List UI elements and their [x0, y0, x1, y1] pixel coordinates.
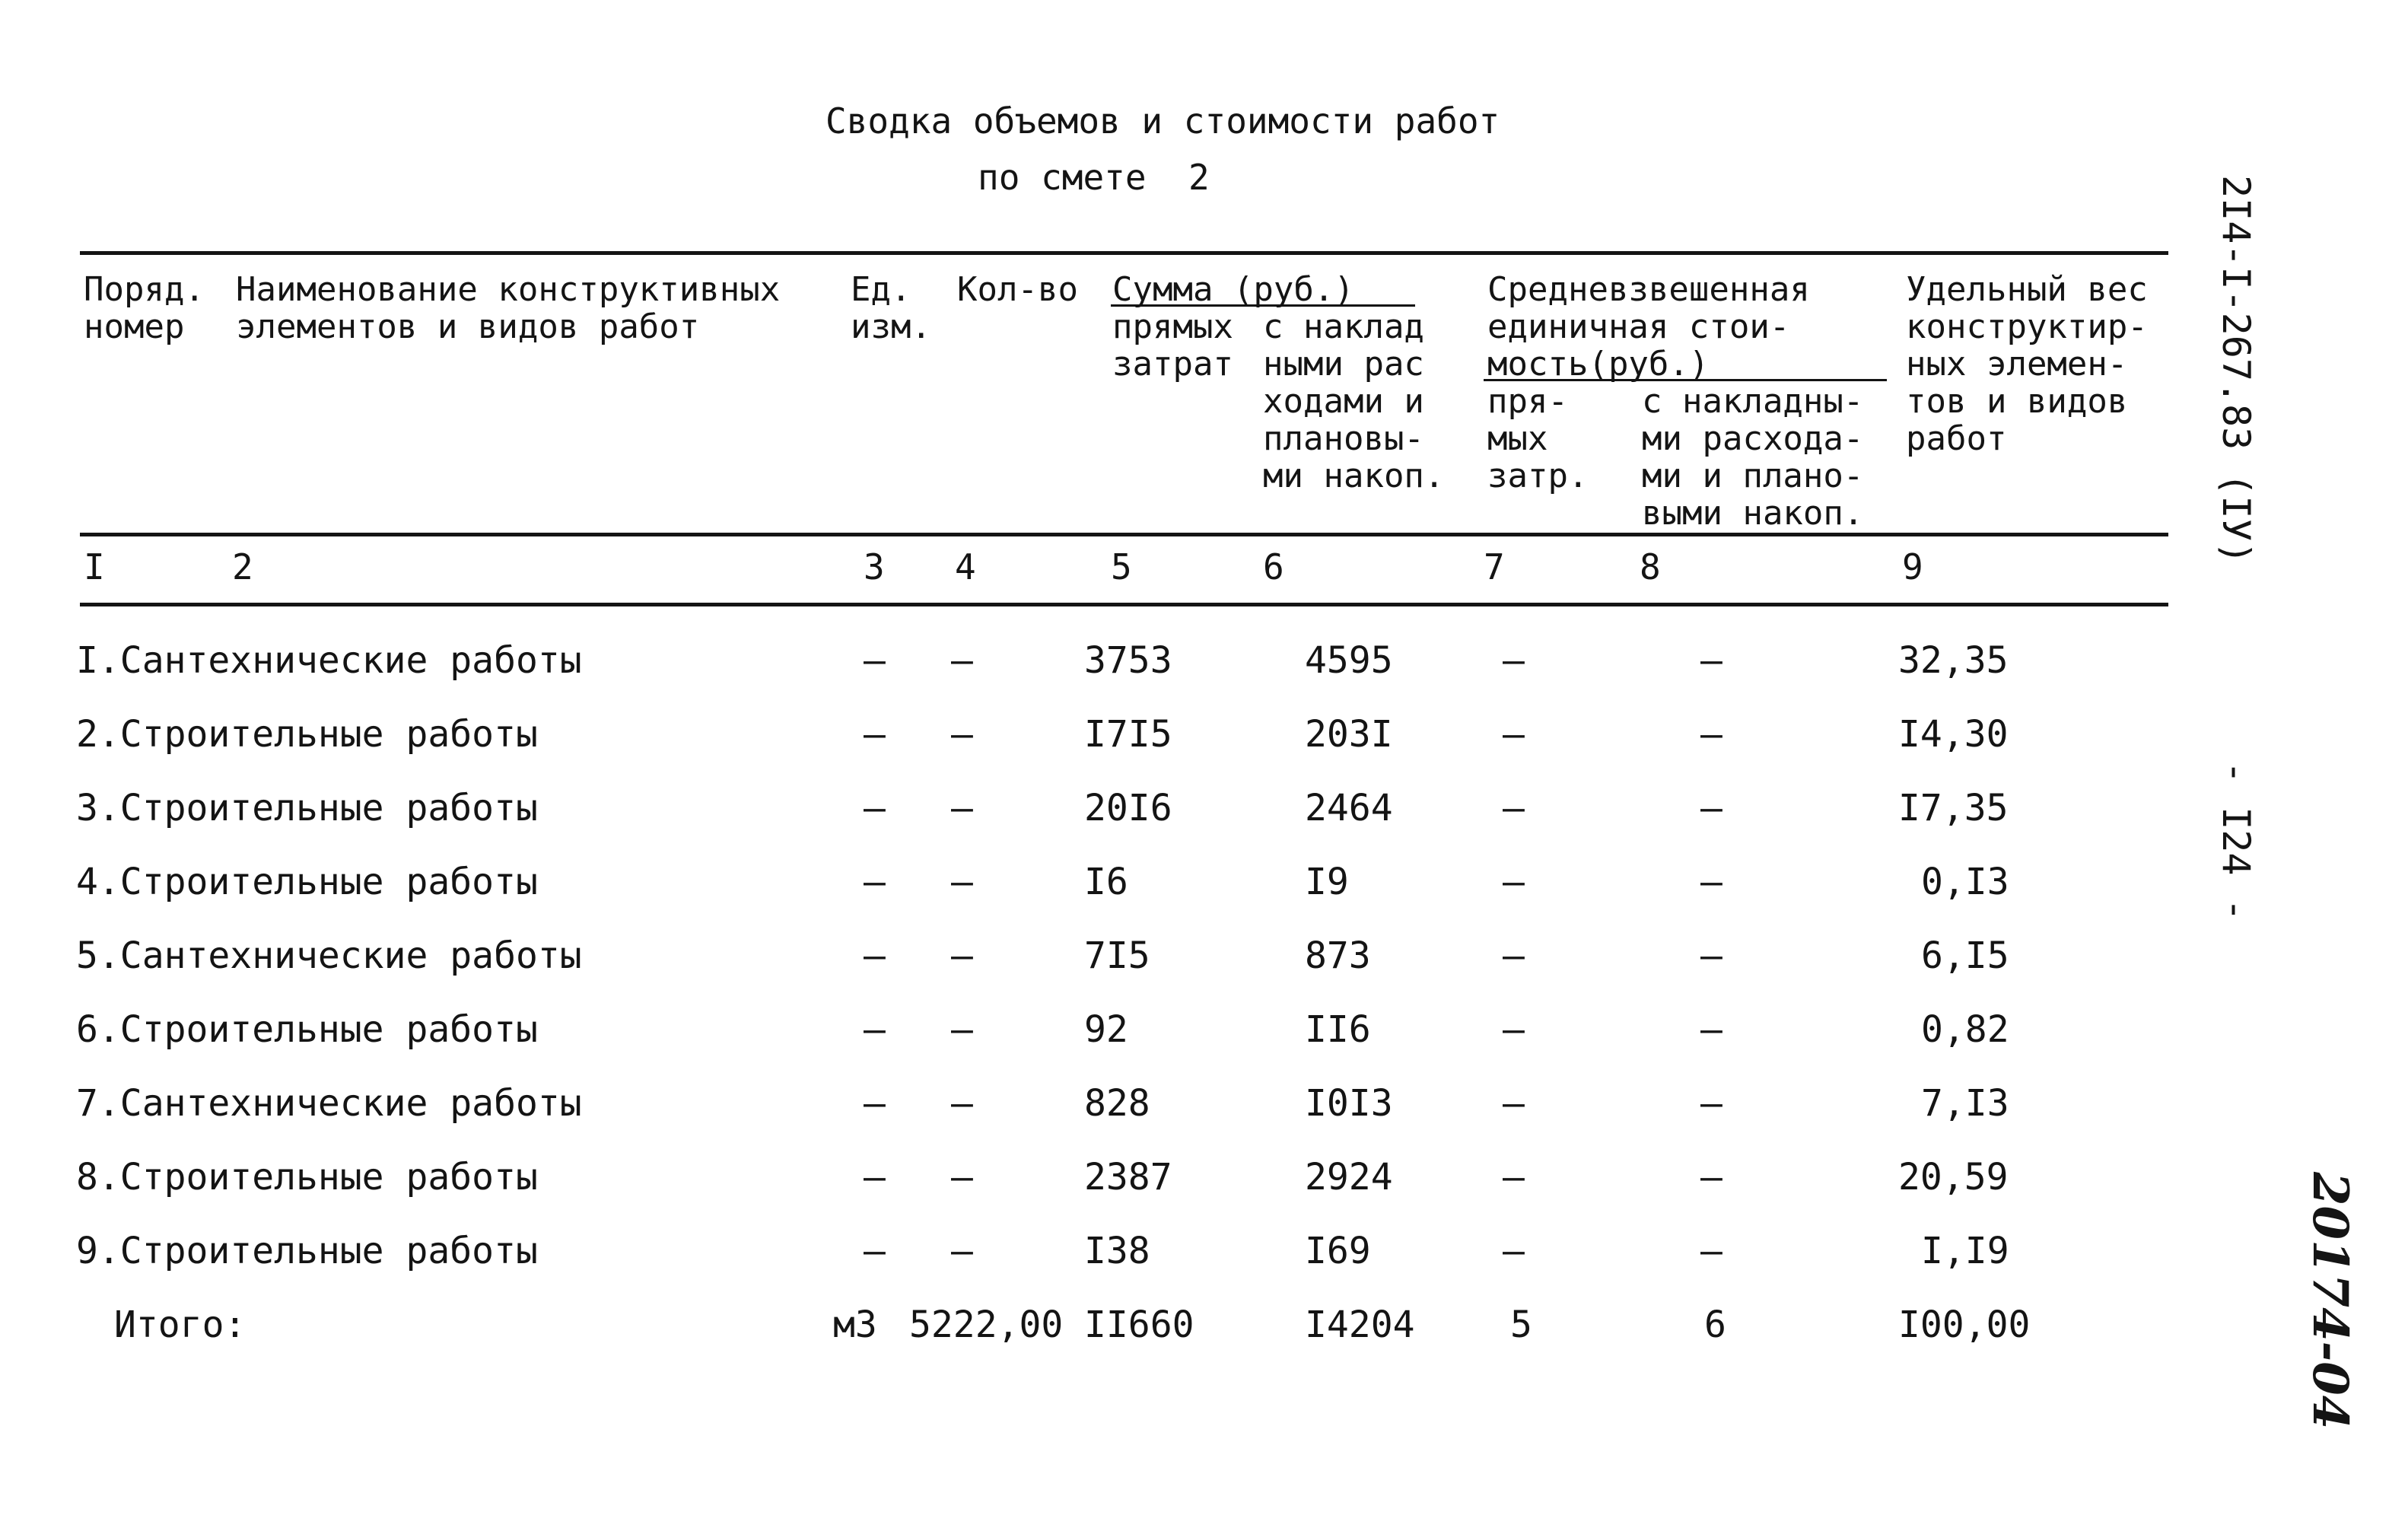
row-qty: – [951, 861, 973, 903]
row-avg-overhead: – [1700, 787, 1722, 829]
row-qty: – [951, 934, 973, 977]
row-overhead: I69 [1305, 1230, 1371, 1272]
header-col6-line3: ходами и [1263, 382, 1424, 421]
header-col9-line2: конструктир- [1906, 307, 2148, 346]
header-avg-line1: Средневзвешенная [1487, 270, 1810, 309]
row-share: 7,I3 [1921, 1082, 2009, 1125]
row-avg-overhead: – [1700, 639, 1722, 682]
row-unit: – [864, 639, 886, 682]
row-qty: – [951, 1008, 973, 1051]
total-share: I00,00 [1898, 1304, 2031, 1346]
column-number: 3 [864, 546, 885, 587]
row-name: 7.Сантехнические работы [76, 1082, 582, 1125]
row-share: I7,35 [1898, 787, 2009, 829]
row-overhead: II6 [1305, 1008, 1371, 1051]
row-avg-direct: – [1503, 1230, 1525, 1272]
row-qty: – [951, 1230, 973, 1272]
column-number: 9 [1902, 546, 1923, 587]
header-col3-line2: изм. [851, 307, 931, 346]
header-col9-line1: Удельный вес [1906, 270, 2148, 309]
numbers-bottom-rule [80, 603, 2168, 606]
document-title: Сводка объемов и стоимости работ [825, 100, 1500, 142]
row-avg-overhead: – [1700, 1082, 1722, 1125]
row-name: 6.Строительные работы [76, 1008, 538, 1051]
row-direct: 20I6 [1084, 787, 1172, 829]
table-top-rule [80, 251, 2168, 255]
row-unit: – [864, 1008, 886, 1051]
header-col5-line2: затрат [1112, 345, 1233, 384]
row-direct: I6 [1084, 861, 1128, 903]
row-unit: – [864, 1156, 886, 1199]
row-avg-direct: – [1503, 861, 1525, 903]
header-avg-line2: единичная стои- [1487, 307, 1790, 346]
header-col8-line3: ми и плано- [1642, 457, 1864, 495]
document-code: 2I4-I-267.83 (IУ) [2214, 175, 2258, 565]
column-number: 7 [1484, 546, 1505, 587]
column-number: 8 [1640, 546, 1661, 587]
column-number: I [84, 546, 105, 587]
header-col6-line5: ми накоп. [1263, 457, 1445, 495]
row-share: I4,30 [1898, 713, 2009, 756]
row-overhead: 203I [1305, 713, 1393, 756]
header-bottom-rule [80, 533, 2168, 536]
header-col8-line4: выми накоп. [1642, 494, 1864, 533]
row-qty: – [951, 1082, 973, 1125]
row-share: 32,35 [1898, 639, 2009, 682]
row-avg-overhead: – [1700, 1230, 1722, 1272]
row-qty: – [951, 1156, 973, 1199]
row-name: 8.Строительные работы [76, 1156, 538, 1199]
column-number: 2 [232, 546, 253, 587]
total-avg-direct: 5 [1510, 1304, 1532, 1346]
row-name: I.Сантехнические работы [76, 639, 582, 682]
row-avg-direct: – [1503, 639, 1525, 682]
row-name: 2.Строительные работы [76, 713, 538, 756]
row-avg-direct: – [1503, 1008, 1525, 1051]
row-name: 3.Строительные работы [76, 787, 538, 829]
header-col1-line2: номер [84, 307, 185, 346]
row-unit: – [864, 713, 886, 756]
header-col6-line2: ными рас [1263, 345, 1424, 384]
row-overhead: 2924 [1305, 1156, 1393, 1199]
header-sum-group: Сумма (руб.) [1112, 270, 1354, 309]
row-unit: – [864, 861, 886, 903]
row-name: 5.Сантехнические работы [76, 934, 582, 977]
row-qty: – [951, 713, 973, 756]
row-qty: – [951, 787, 973, 829]
row-share: I,I9 [1921, 1230, 2009, 1272]
row-direct: I7I5 [1084, 713, 1172, 756]
row-avg-direct: – [1503, 934, 1525, 977]
header-col9-line5: работ [1906, 419, 2007, 458]
total-avg-overhead: 6 [1704, 1304, 1726, 1346]
header-col3-line1: Ед. [851, 270, 911, 309]
row-qty: – [951, 639, 973, 682]
document-subtitle: по смете 2 [978, 157, 1210, 198]
row-avg-direct: – [1503, 1082, 1525, 1125]
row-share: 0,82 [1921, 1008, 2009, 1051]
total-label: Итого: [114, 1304, 247, 1346]
header-col7-line3: затр. [1487, 457, 1589, 495]
header-col8-line2: ми расхода- [1642, 419, 1864, 458]
column-number: 5 [1111, 546, 1132, 587]
row-avg-direct: – [1503, 1156, 1525, 1199]
total-overhead: I4204 [1305, 1304, 1415, 1346]
total-direct: II660 [1084, 1304, 1194, 1346]
row-unit: – [864, 934, 886, 977]
row-direct: 7I5 [1084, 934, 1150, 977]
row-avg-overhead: – [1700, 1156, 1722, 1199]
row-direct: 3753 [1084, 639, 1172, 682]
row-avg-overhead: – [1700, 934, 1722, 977]
row-overhead: 2464 [1305, 787, 1393, 829]
header-col2-line1: Наименование конструктивных [236, 270, 781, 309]
row-avg-overhead: – [1700, 713, 1722, 756]
header-col7-line2: мых [1487, 419, 1548, 458]
header-col8-line1: с накладны- [1642, 382, 1864, 421]
header-col6-line1: с наклад [1263, 307, 1424, 346]
header-col1-line1: Поряд. [84, 270, 205, 309]
header-col7-line1: пря- [1487, 382, 1568, 421]
row-avg-overhead: – [1700, 1008, 1722, 1051]
row-overhead: I0I3 [1305, 1082, 1393, 1125]
row-direct: 828 [1084, 1082, 1150, 1125]
header-col6-line4: плановы- [1263, 419, 1424, 458]
header-col2-line2: элементов и видов работ [236, 307, 700, 346]
page-number: - I24 - [2214, 761, 2258, 922]
row-unit: – [864, 1230, 886, 1272]
row-share: 20,59 [1898, 1156, 2009, 1199]
total-unit: м3 [833, 1304, 877, 1346]
header-col4: Кол-во [957, 270, 1078, 309]
row-direct: 2387 [1084, 1156, 1172, 1199]
row-direct: I38 [1084, 1230, 1150, 1272]
column-number: 6 [1263, 546, 1284, 587]
row-direct: 92 [1084, 1008, 1128, 1051]
handwritten-number: 20174-04 [2301, 1172, 2359, 1430]
row-avg-direct: – [1503, 787, 1525, 829]
row-unit: – [864, 1082, 886, 1125]
row-overhead: I9 [1305, 861, 1349, 903]
row-avg-overhead: – [1700, 861, 1722, 903]
row-name: 9.Строительные работы [76, 1230, 538, 1272]
total-qty: 5222,00 [909, 1304, 1064, 1346]
header-col9-line4: тов и видов [1906, 382, 2128, 421]
row-overhead: 873 [1305, 934, 1371, 977]
row-share: 6,I5 [1921, 934, 2009, 977]
row-name: 4.Строительные работы [76, 861, 538, 903]
column-number: 4 [955, 546, 976, 587]
row-share: 0,I3 [1921, 861, 2009, 903]
row-unit: – [864, 787, 886, 829]
row-avg-direct: – [1503, 713, 1525, 756]
header-avg-line3: мость(руб.) [1487, 345, 1710, 384]
header-col9-line3: ных элемен- [1906, 345, 2128, 384]
header-col5-line1: прямых [1112, 307, 1233, 346]
row-overhead: 4595 [1305, 639, 1393, 682]
